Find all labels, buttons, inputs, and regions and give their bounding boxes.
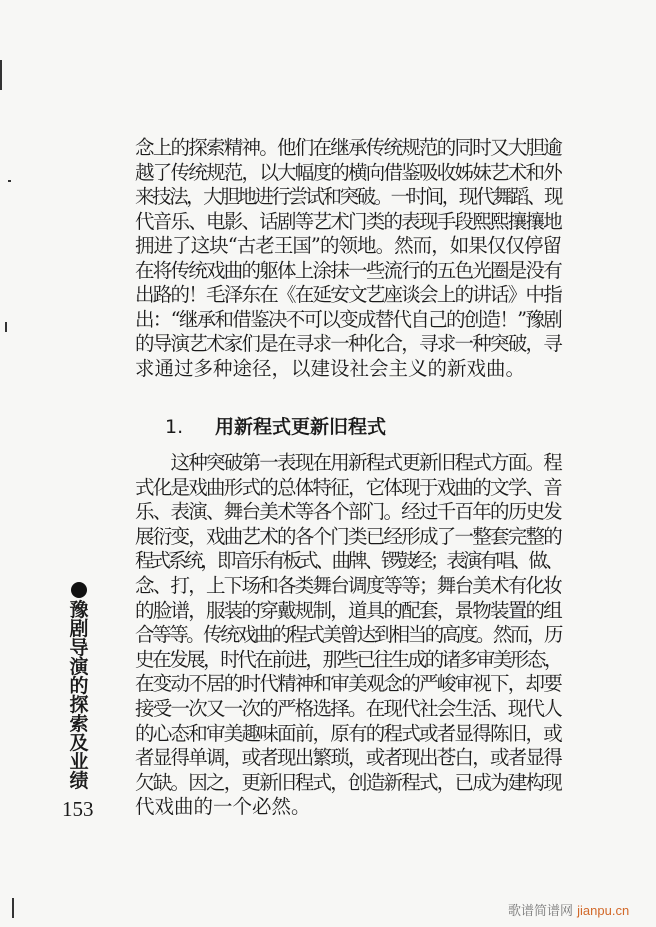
- bullet-icon: [71, 582, 87, 598]
- text-line: 接受一次又一次的严格选择。在现代社会生活、现代人: [135, 697, 562, 720]
- running-title-char: 豫: [69, 599, 89, 621]
- section-number: 1.: [165, 416, 184, 438]
- text-line: 出：“继承和借鉴决不可以变成替代自己的创造！”豫剧: [135, 307, 561, 331]
- running-title-char: 导: [69, 637, 89, 659]
- text-line: 的心态和审美趣味面前，原有的程式或者显得陈旧，或: [135, 721, 562, 745]
- page-number: 153: [62, 797, 94, 821]
- text-line: 念、打，上下场和各类舞台调度等等；舞台美术有化妆: [135, 574, 562, 597]
- text-line: 程式系统，即音乐有板式、曲牌、锣鼓经；表演有唱、做、: [135, 549, 561, 573]
- scan-mark: [8, 180, 11, 182]
- text-line: 史在发展，时代在前进，那些已往生成的诸多审美形态，: [135, 647, 561, 671]
- text-line: 乐、表演、舞台美术等各个部门。经过千百年的历史发: [135, 500, 562, 524]
- text-line: 代戏曲的一个必然。: [135, 795, 311, 819]
- running-title-char: 业: [69, 751, 89, 773]
- running-title-char: 绩: [69, 770, 89, 792]
- text-line: 展衍变，戏曲艺术的各个门类已经形成了一整套完整的: [135, 524, 562, 548]
- section-title: 用新程式更新旧程式: [215, 416, 387, 438]
- scan-mark: [0, 60, 2, 90]
- watermark: [508, 900, 629, 919]
- running-title-char: 探: [69, 694, 89, 716]
- text-line: 这种突破第一表现在用新程式更新旧程式方面。程: [135, 451, 562, 474]
- text-line: 来技法，大胆地进行尝试和突破。一时间，现代舞蹈、现: [135, 185, 561, 208]
- running-title-char: 剧: [69, 618, 89, 640]
- text-line: 合等等。传统戏曲的程式美曾达到相当的高度。然而，历: [135, 623, 561, 647]
- running-title-char: 的: [69, 675, 89, 697]
- text-line: 拥进了这块“古老王国”的领地。然而，如果仅仅停留: [135, 234, 561, 257]
- text-line: 的脸谱，服装的穿戴规制，道具的配套，景物装置的组: [135, 598, 562, 622]
- text-line: 出路的！毛泽东在《在延安文艺座谈会上的讲话》中指: [135, 283, 562, 306]
- text-line: 者显得单调，或者现出繁琐，或者现出苍白，或者显得: [135, 746, 562, 770]
- running-title-char: 演: [69, 656, 89, 678]
- scan-mark: [12, 898, 14, 918]
- text-line: 式化是戏曲形式的总体特征，它体现于戏曲的文学、音: [135, 475, 562, 499]
- running-title-text: [64, 601, 94, 791]
- text-line: 代音乐、电影、话剧等艺术门类的表现手段熙熙攘攘地: [135, 209, 562, 233]
- running-title-char: 及: [69, 732, 89, 754]
- watermark-url: jianpu.cn: [577, 903, 630, 918]
- text-line: 的导演艺术家们是在寻求一种化合，寻求一种突破，寻: [135, 332, 562, 355]
- watermark-text: 歌谱简谱网: [508, 904, 574, 919]
- running-title-char: 索: [69, 713, 89, 735]
- text-line: 念上的探索精神。他们在继承传统规范的同时又大胆逾: [135, 136, 562, 159]
- text-line: 求通过多种途径，以建设社会主义的新戏曲。: [135, 356, 526, 380]
- scan-mark: [5, 322, 7, 332]
- section-heading: [165, 415, 386, 439]
- text-line: 在变动不居的时代精神和审美观念的严峻审视下，却要: [135, 672, 562, 696]
- text-line: 越了传统规范，以大幅度的横向借鉴吸收姊妹艺术和外: [135, 160, 562, 184]
- running-title: [64, 582, 94, 791]
- text-line: 在将传统戏曲的躯体上涂抹一些流行的五色光圈是没有: [135, 258, 562, 282]
- text-line: 欠缺。因之，更新旧程式，创造新程式，已成为建构现: [135, 770, 562, 794]
